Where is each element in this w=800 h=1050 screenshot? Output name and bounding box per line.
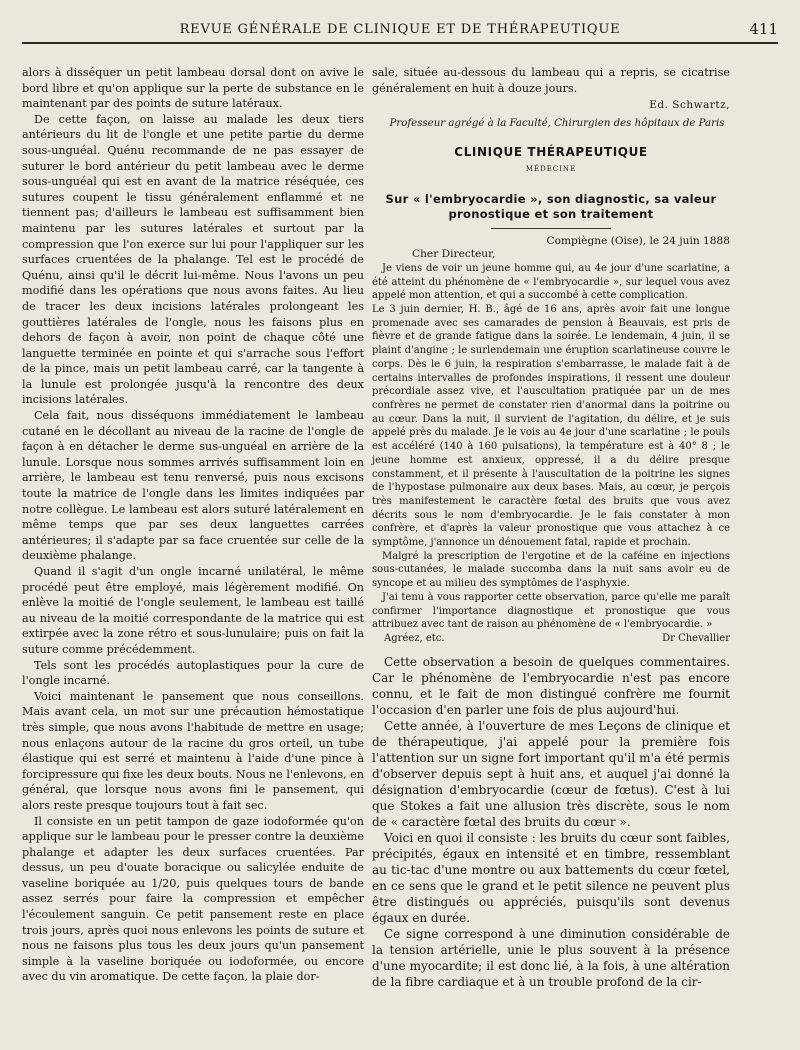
letter-place-date: Compiègne (Oise), le 24 juin 1888 bbox=[546, 234, 730, 247]
paragraph: Cela fait, nous disséquons immédiatement le lambeau cutané en le décollant au niveau de la racine de l'ongle de façon à en détacher le derme sus-unguéal en arrière de la lunule. Lorsque nous sommes arrivés suffisamment loin en arrière, le lambeau est tenu renversé, puis nous excisons toute la matrice de l'ongle dans les limites indiquées par notre collègue. Le lambeau est alors suturé latéralement en même temps que par ses deux languettes carrées antérieures; il s'adapte par sa face cruentée sur celle de la deuxième phalange. bbox=[22, 409, 364, 563]
paragraph: Cette année, à l'ouverture de mes Leçons de clinique et de thérapeutique, j'ai appelé pour la première fois l'attention sur un signe fort important qu'il m'a été permis d'observer depuis sept à huit ans, et auquel j'ai donné la désignation d'embryocardie (cœur de fœtus). C'est à lui que Stokes a fait une allusion très discrète, sous le nom de « caractère fœtal des bruits du cœur ». bbox=[372, 718, 730, 829]
letter-paragraph: Le 3 juin dernier, H. B., âgé de 16 ans, après avoir fait une longue promenade avec ses camarades de pension à Beauvais, est pris de fièvre et de grande fatigue dans la soirée. Le lendemain, 4 juin, il se plaint d'angine ; le surlendemain une éruption scarlatineuse couvre le corps. Dès le 6 juin, la respiration s'embarrasse, le malade fait à de certains intervalles de profondes inspirations, il ressent une douleur précordiale assez vive, et l'auscultation pratiquée par un de mes confrères ne permet de constater rien d'anormal dans la poitrine ou au cœur. Dans la nuit, il survient de l'agitation, du délire, et je suis appelé près du malade. Je le vois au 4e jour d'une scarlatine ; le pouls est accéléré (140 à 160 pulsations), la température est à 40° 8 ; le jeune homme est anxieux, oppressé, il a du délire presque constamment, et il présente à l'auscultation de la poitrine les signes de l'hypostase pulmonaire aux deux bases. Mais, au cœur, je perçois très manifestement le caractère fœtal des bruits que vous avez décrits sous le nom d'embryocardie. Je le fais constater à mon confrère, et d'après la valeur pronostique que vous attachez à ce symptôme, j'annonce un dénouement fatal, rapide et prochain. bbox=[372, 304, 730, 549]
letter-closing-line bbox=[372, 632, 730, 646]
letter-closing: Agréez, etc. bbox=[384, 632, 445, 644]
letter bbox=[372, 235, 730, 646]
running-title: REVUE GÉNÉRALE DE CLINIQUE ET DE THÉRAPEUTIQUE bbox=[179, 22, 621, 37]
author-title: Professeur agrégé à la Faculté, Chirurgien des hôpitaux de Paris bbox=[389, 117, 725, 129]
paragraph: Il consiste en un petit tampon de gaze iodoformée qu'on applique sur le lambeau pour le presser contre la deuxième phalange et adapter les deux surfaces cruentées. Par dessus, un peu d'ouate boracique ou salicylée enduite de vaseline boriquée au 1/20, puis quelques tours de bande assez serrés pour faire la compression et empêcher l'écoulement sanguin. Ce petit pansement reste en place trois jours, après quoi nous enlevons les points de suture et nous ne faisons plus tous les deux jours qu'un pansement simple à la vaseline boriquée ou iodoformée, ou encore avec du vin aromatique. De cette façon, la plaie dor- bbox=[22, 814, 364, 984]
title-rule bbox=[491, 228, 611, 229]
right-column bbox=[372, 65, 730, 990]
paragraph: Cette observation a besoin de quelques commentaires. Car le phénomène de l'embryocardie n'est pas encore connu, et le fait de mon distingué confrère me fournit l'occasion d'en parler une fois de plus aujourd'hui. bbox=[372, 654, 730, 717]
paragraph: Voici en quoi il consiste : les bruits du cœur sont faibles, précipités, égaux en intensité et en timbre, ressemblant au tic-tac d'une montre ou aux battements du cœur fœtel, en ce sens que le grand et le petit silence ne peuvent plus être distingués ou appréciés, puisqu'ils sont devenus égaux en durée. bbox=[372, 830, 730, 925]
paragraph: Tels sont les procédés autoplastiques pour la cure de l'ongle incarné. bbox=[22, 658, 364, 688]
section-subheading: MÉDECINE bbox=[525, 164, 577, 173]
paragraph: De cette façon, on laisse au malade les deux tiers antérieurs du lit de l'ongle et une petite partie du derme sous-unguéal. Quénu recommande de ne pas essayer de suturer le bord antérieur du petit lambeau avec le derme sous-unguéal qui est en avant de la matrice réséquée, ces sutures coupent le tissu généralement enflammé et ne tiennent pas; d'ailleurs le lambeau est suffisamment bien maintenu par les sutures latérales et surtout par la compression que l'on exerce sur lui pour l'appliquer sur les surfaces cruentées de la phalange. Tel est le procédé de Quénu, ainsi qu'il le décrit lui-même. Nous l'avons un peu modifié dans les opérations que nous avons faites. Au lieu de tracer les deux incisions latérales prolongeant les gouttières latérales de l'ongle, nous les faisons plus en dehors de façon à avoir, non point de chaque côté une languette terminée en pointe et qui s'arrache sous l'effort de la pince, mais un petit lambeau carré, car la tangente à la lunule est prolongée jusqu'à la rencontre des deux incisions latérales. bbox=[22, 112, 364, 407]
left-column bbox=[22, 65, 364, 985]
paragraph: Quand il s'agit d'un ongle incarné unilatéral, le même procédé peut être employé, mais légèrement modifié. On enlève la moitié de l'ongle seulement, le lambeau est taillé au niveau de la moitié correspondante de la matrice qui est extirpée avec la zone rétro et sous-lunulaire; puis on fait la suture comme précédemment. bbox=[22, 565, 364, 656]
letter-salutation: Cher Directeur, bbox=[412, 248, 496, 261]
author-signature: Ed. Schwartz, bbox=[649, 99, 730, 112]
paragraph: Ce signe correspond à une diminution considérable de la tension artérielle, unie le plus souvent à la présence d'une myocardite; il est donc lié, à la fois, à une altération de la fibre cardiaque et à un trouble profond de la cir- bbox=[372, 926, 730, 989]
page-number: 411 bbox=[749, 20, 778, 38]
letter-paragraph: Malgré la prescription de l'ergotine et de la caféine en injections sous-cutanées, le malade succomba dans la nuit sans avoir eu de syncope et au milieu des symptômes de l'asphyxie. bbox=[372, 550, 730, 590]
letter-paragraph: Je viens de voir un jeune homme qui, au 4e jour d'une scarlatine, a été atteint du phénomène de « l'embryocardie », sur lequel vous avez appelé mon attention, et qui a succombé à cette complication. bbox=[372, 262, 730, 302]
running-header bbox=[22, 20, 778, 44]
letter-signer: Dr Chevallier bbox=[662, 632, 730, 644]
article-title: Sur « l'embryocardie », son diagnostic, sa valeur pronostique et son traitement bbox=[385, 191, 717, 221]
continuation-paragraph: sale, située au-dessous du lambeau qui a repris, se cicatrise généralement en huit à douze jours. bbox=[372, 66, 730, 95]
section-heading: CLINIQUE THÉRAPEUTIQUE bbox=[454, 145, 648, 160]
letter-paragraph: J'ai tenu à vous rapporter cette observation, parce qu'elle me paraît confirmer l'importance diagnostique et pronostique que vous attribuez avec tant de raison au phénomène de « l'embryocardie. » bbox=[372, 591, 730, 631]
paragraph: alors à disséquer un petit lambeau dorsal dont on avive le bord libre et qu'on applique sur la perte de substance en le maintenant par des points de suture latéraux. bbox=[22, 66, 364, 111]
paragraph: Voici maintenant le pansement que nous conseillons. Mais avant cela, un mot sur une précaution hémostatique très simple, que nous avons l'habitude de mettre en usage; nous enlaçons autour de la racine du gros orteil, un tube élastique qui est serré et maintenu à l'aide d'une pince à forcipressure qui fixe les deux bouts. Nous ne l'enlevons, en général, que lorsque nous avons fini le pansement, qui alors reste presque toujours tout à fait sec. bbox=[22, 689, 364, 812]
commentary bbox=[372, 654, 730, 990]
